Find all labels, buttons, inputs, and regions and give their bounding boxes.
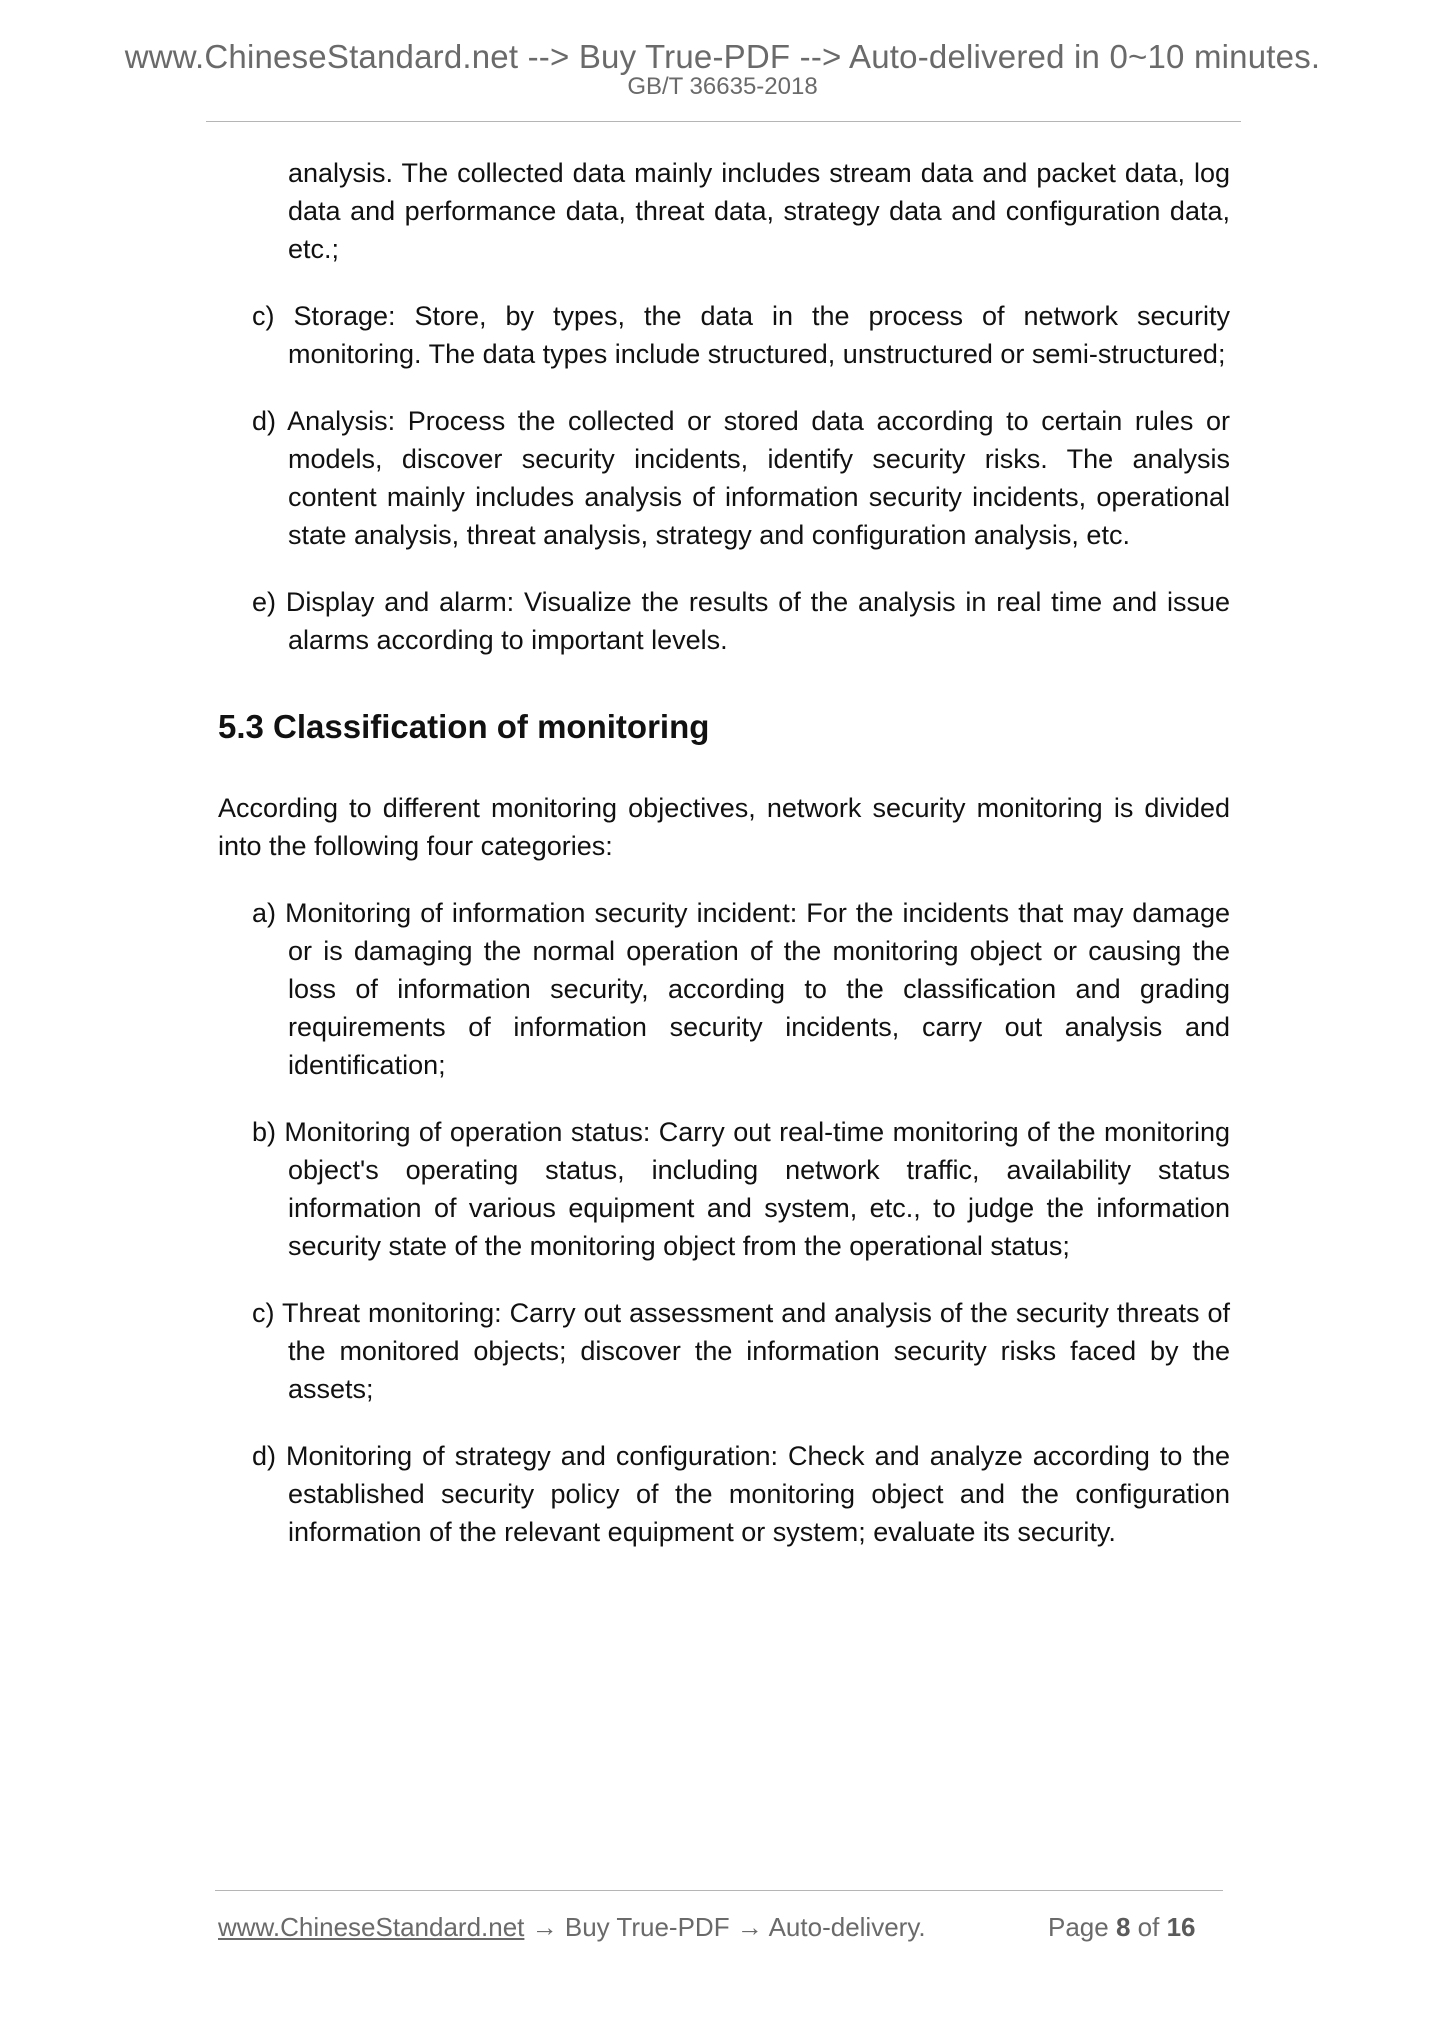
page-indicator	[1048, 1912, 1196, 1943]
list-item: c) Storage: Store, by types, the data in the process of network security monitoring. The data types include structured, unstructured or semi-structured;	[252, 301, 1230, 369]
page-total: 16	[1166, 1912, 1196, 1942]
page-current: 8	[1115, 1912, 1131, 1942]
list-item: e) Display and alarm: Visualize the results of the analysis in real time and issue alarms according to important levels.	[252, 587, 1230, 655]
header-divider	[206, 121, 1241, 122]
site-link[interactable]: www.ChineseStandard.net	[218, 1912, 525, 1942]
site-banner: www.ChineseStandard.net --> Buy True-PDF --> Auto-delivered in 0~10 minutes.	[124, 38, 1321, 75]
footer-divider	[215, 1890, 1223, 1891]
list-item: b) Monitoring of operation status: Carry out real-time monitoring of the monitoring object's operating status, including network traffic, availability status information of various equipment and system, etc., to judge the information security state of the monitoring object from the operational status;	[252, 1117, 1230, 1261]
list-item: a) Monitoring of information security incident: For the incidents that may damage or is damaging the normal operation of the monitoring object or causing the loss of information security, according to the classification and grading requirements of information security incidents, carry out analysis and identification;	[252, 898, 1230, 1080]
list-item: d) Analysis: Process the collected or stored data according to certain rules or models, discover security incidents, identify security risks. The analysis content mainly includes analysis of information security incidents, operational state analysis, threat analysis, strategy and configuration analysis, etc.	[252, 406, 1230, 550]
standard-code: GB/T 36635-2018	[627, 73, 818, 100]
footer-trail: → Buy True-PDF → Auto-delivery.	[531, 1912, 926, 1942]
list-item: c) Threat monitoring: Carry out assessment and analysis of the security threats of the monitored objects; discover the information security risks faced by the assets;	[252, 1298, 1230, 1404]
intro-paragraph: According to different monitoring objectives, network security monitoring is divided into the following four categories:	[218, 793, 1230, 861]
section-heading: 5.3 Classification of monitoring	[218, 708, 710, 745]
page-of: of	[1137, 1912, 1160, 1942]
page-label: Page	[1048, 1912, 1109, 1942]
list-item: d) Monitoring of strategy and configuration: Check and analyze according to the established security policy of the monitoring object and the configuration information of the relevant equipment or system; evaluate its security.	[252, 1441, 1230, 1547]
page-footer	[218, 1912, 1218, 1943]
continuation-paragraph: analysis. The collected data mainly includes stream data and packet data, log data and performance data, threat data, strategy data and configuration data, etc.;	[288, 158, 1230, 264]
document-body	[218, 154, 1230, 1580]
